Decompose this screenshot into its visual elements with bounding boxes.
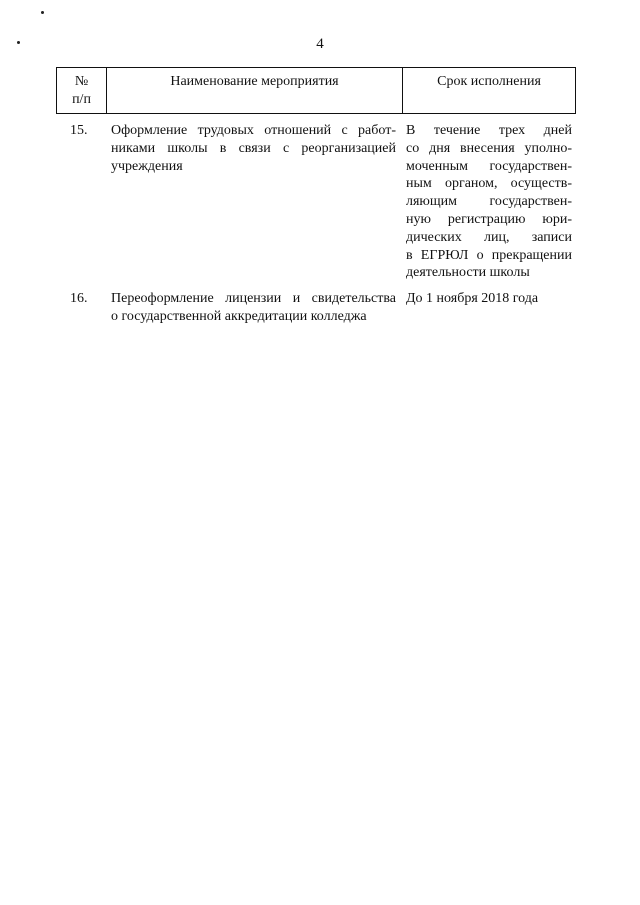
header-number-abbrev: п/п — [72, 92, 91, 107]
text-line: В течение трех дней — [406, 123, 572, 138]
row-number: 15. — [70, 123, 88, 138]
text-line: о государственной аккредитации колледжа — [111, 308, 367, 324]
page-number: 4 — [316, 36, 324, 52]
header-term-column: Срок исполнения — [437, 74, 541, 89]
header-number-column — [57, 68, 107, 113]
text-line: ным органом, осуществ- — [406, 176, 572, 192]
text-line: моченным государствен- — [406, 158, 572, 174]
row-activity-name — [111, 122, 396, 175]
row-deadline — [406, 122, 572, 282]
row-activity-name — [111, 290, 396, 326]
text-line: Оформление трудовых отношений с работ- — [111, 123, 396, 138]
text-line: в ЕГРЮЛ о прекращении — [406, 247, 572, 263]
text-line: ную регистрацию юри- — [406, 211, 572, 227]
text-line: со дня внесения уполно- — [406, 140, 572, 156]
text-line: никами школы в связи с реорганизацией — [111, 140, 396, 156]
text-line: учреждения — [111, 158, 183, 174]
text-line: Переоформление лицензии и свидетельства — [111, 291, 396, 306]
header-number-symbol: № — [74, 74, 89, 89]
header-name-column: Наименование мероприятия — [107, 68, 403, 113]
row-number: 16. — [70, 291, 88, 306]
table-header — [56, 67, 576, 114]
row-deadline — [406, 290, 572, 308]
scan-speck — [41, 11, 44, 14]
text-line: дических лиц, записи — [406, 229, 572, 245]
text-line: До 1 ноября 2018 года — [406, 291, 539, 306]
text-line: деятельности школы — [406, 265, 530, 281]
text-line: ляющим государствен- — [406, 194, 572, 210]
